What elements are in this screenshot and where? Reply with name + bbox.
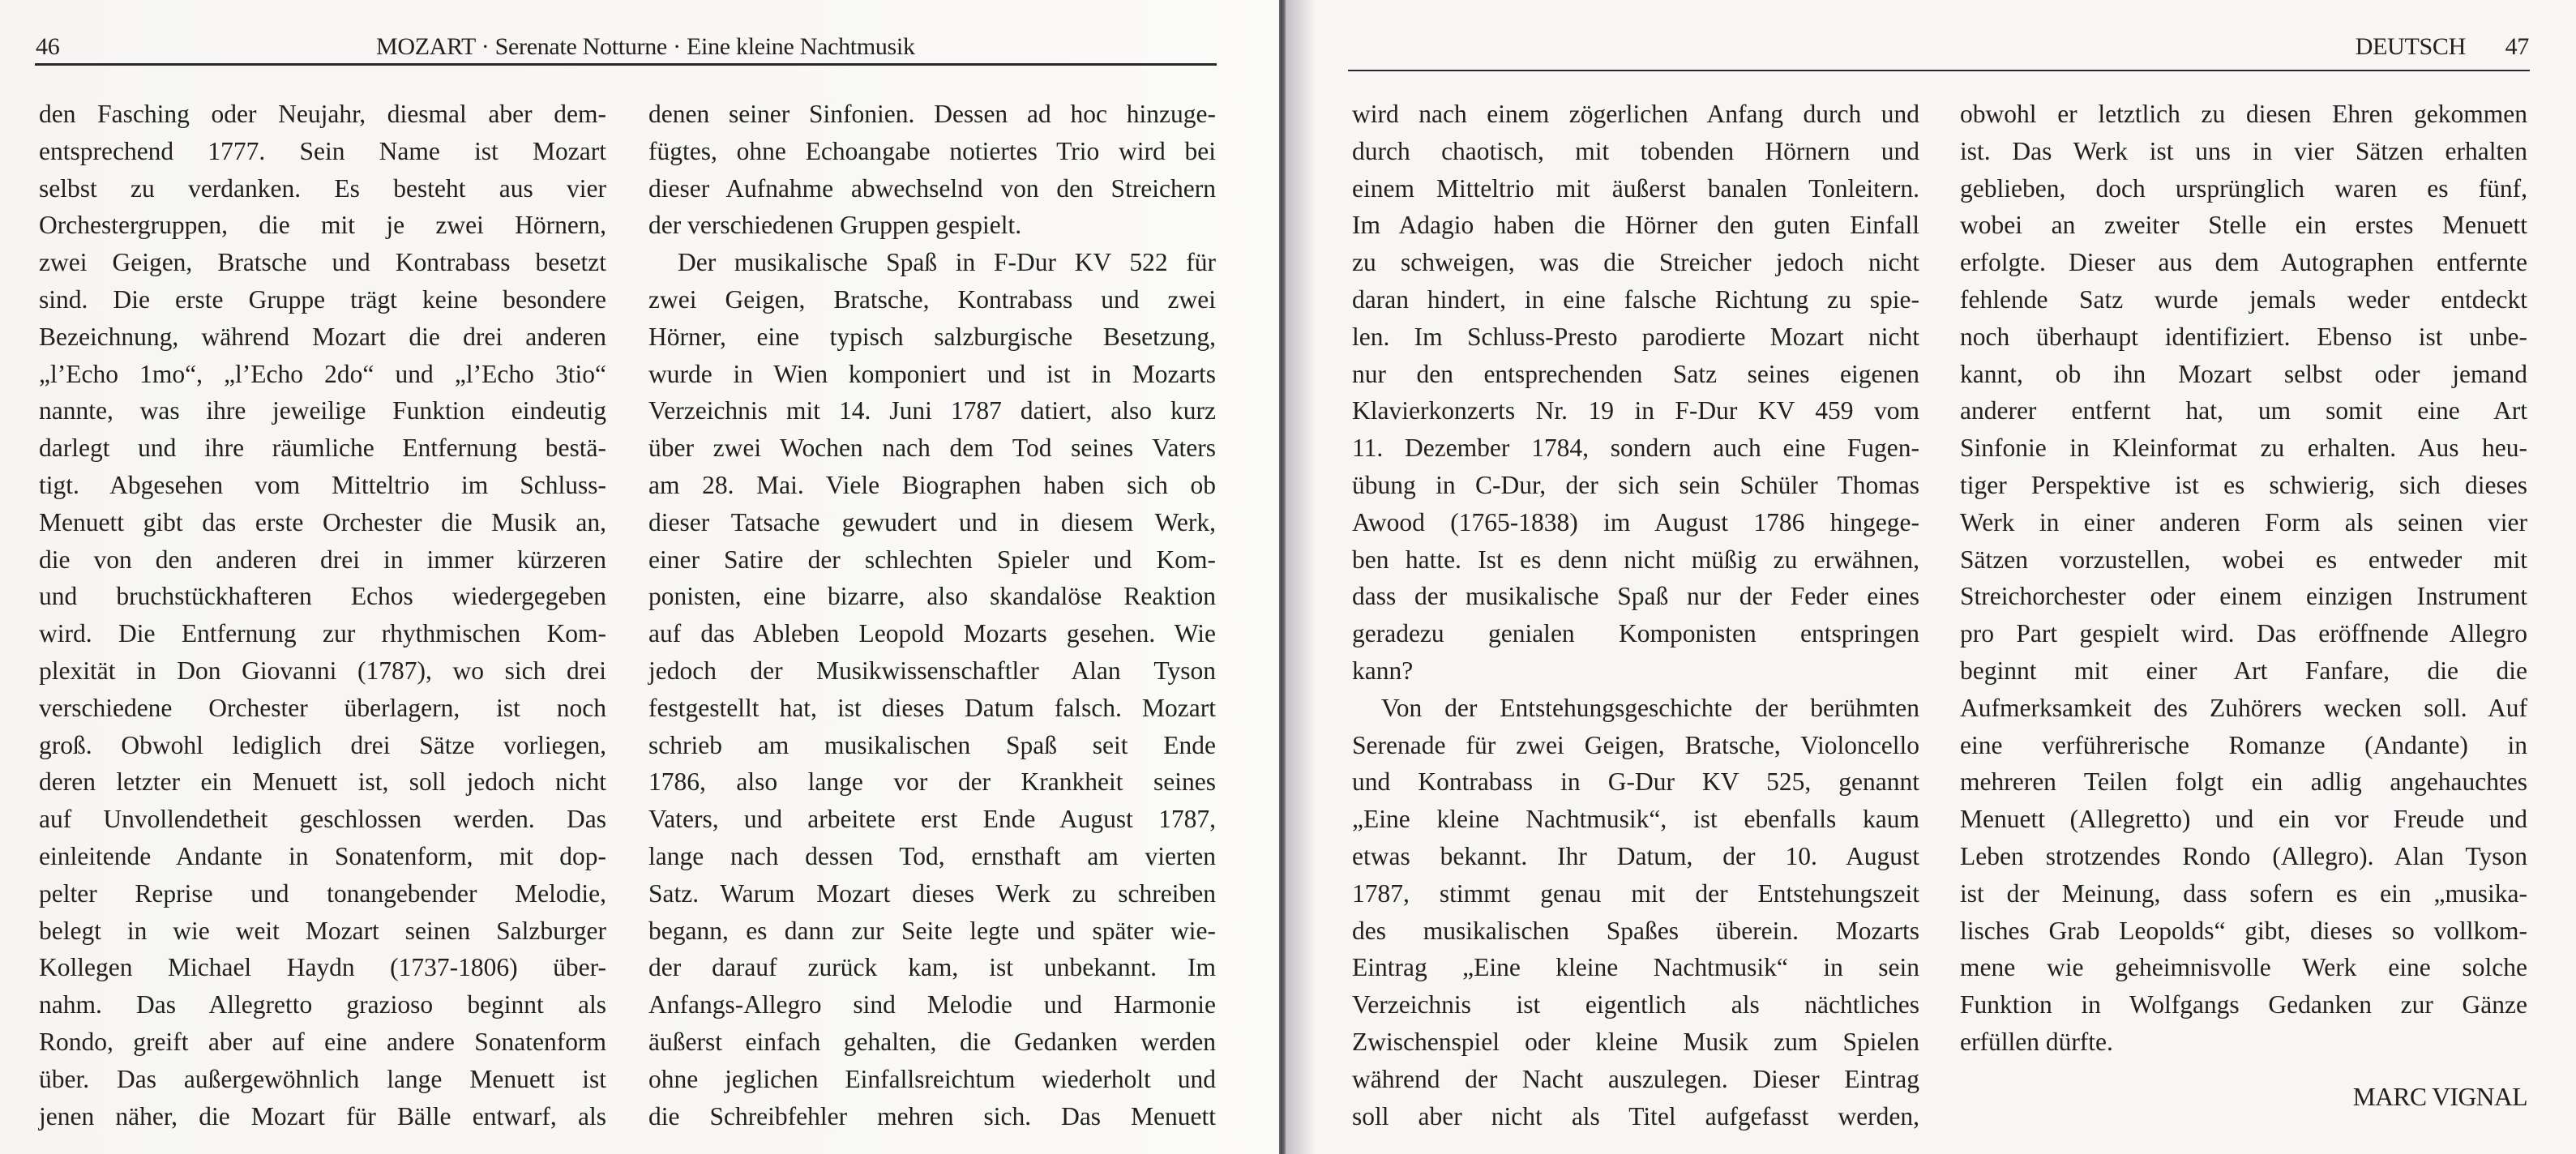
text-line: belegt in wie weit Mozart seinen Salzburger [39, 916, 606, 945]
left-page [0, 0, 1281, 1154]
text-line: pro Part gespielt wird. Das eröffnende Allegro [1960, 619, 2527, 648]
text-line: die Schreibfehler mehren sich. Das Menuett [648, 1101, 1216, 1130]
text-line: etwas bekannt. Ihr Datum, der 10. August [1352, 841, 1919, 870]
text-line: Klavierkonzerts Nr. 19 in F-Dur KV 459 vom [1352, 396, 1919, 425]
text-line: auf Unvollendetheit geschlossen werden. Das [39, 805, 606, 834]
text-line: Funktion in Wolfgangs Gedanken zur Gänze [1960, 990, 2527, 1019]
text-line: den Fasching oder Neujahr, diesmal aber dem- [39, 100, 606, 128]
text-column-2 [648, 96, 1216, 1135]
text-line: jenen näher, die Mozart für Bälle entwarf, als [39, 1101, 606, 1130]
left-page-header [36, 31, 1216, 63]
text-column-3 [1352, 96, 1919, 1135]
text-line: wird nach einem zögerlichen Anfang durch und [1352, 100, 1919, 128]
text-line: ohne jeglichen Einfallsreichtum wiederholt und [648, 1064, 1216, 1093]
text-line: noch überhaupt identifiziert. Ebenso ist unbe- [1960, 322, 2527, 351]
text-line: 1786, also lange vor der Krankheit seines [648, 767, 1216, 797]
text-line: nannte, was ihre jeweilige Funktion eindeutig [39, 396, 606, 425]
text-line: soll aber nicht als Titel aufgefasst werden, [1352, 1101, 1919, 1130]
text-line: lange nach dessen Tod, ernsthaft am vierten [648, 841, 1216, 870]
text-line: kann? [1352, 656, 1414, 685]
text-line: geradezu genialen Komponisten entspringen [1352, 619, 1919, 648]
text-line: auf das Ableben Leopold Mozarts gesehen. Wie [648, 619, 1216, 648]
text-line: darlegt und ihre räumliche Entfernung bestä- [39, 434, 606, 463]
text-line: nahm. Das Allegretto grazioso beginnt als [39, 990, 606, 1019]
text-line: len. Im Schluss-Presto parodierte Mozart nicht [1352, 322, 1919, 351]
text-line: festgestellt hat, ist dieses Datum falsch. Mozart [648, 693, 1216, 722]
text-line: erfolgte. Dieser aus dem Autographen entfernte [1960, 248, 2527, 277]
text-column-1 [39, 96, 606, 1135]
text-line: 11. Dezember 1784, sondern auch eine Fugen- [1352, 434, 1919, 463]
text-line: lisches Grab Leopolds“ gibt, dieses so vollkom- [1960, 916, 2527, 945]
text-line: und bruchstückhafteren Echos wiedergegeben [39, 582, 606, 611]
text-line: plexität in Don Giovanni (1787), wo sich drei [39, 656, 606, 685]
text-line: ist. Das Werk ist uns in vier Sätzen erhalten [1960, 136, 2527, 165]
spine-shadow [1286, 0, 1315, 1154]
text-line: Der musikalische Spaß in F-Dur KV 522 für [678, 248, 1216, 277]
text-line: durch chaotisch, mit tobenden Hörnern und [1352, 136, 1919, 165]
text-line: zwei Geigen, Bratsche und Kontrabass besetzt [39, 248, 606, 277]
text-line: wird. Die Entfernung zur rhythmischen Kom- [39, 619, 606, 648]
text-line: am 28. Mai. Viele Biographen haben sich ob [648, 470, 1216, 499]
text-line: Anfangs-Allegro sind Melodie und Harmonie [648, 990, 1216, 1019]
page-number: 46 [36, 33, 60, 60]
text-line: und Kontrabass in G-Dur KV 525, genannt [1352, 767, 1919, 797]
text-line: denen seiner Sinfonien. Dessen ad hoc hinzuge- [648, 100, 1216, 128]
text-line: erfüllen dürfte. [1960, 1027, 2113, 1056]
running-title: DEUTSCH [2355, 33, 2466, 60]
text-line: entsprechend 1777. Sein Name ist Mozart [39, 136, 606, 165]
text-line: einleitende Andante in Sonatenform, mit dop- [39, 841, 606, 870]
text-line: Rondo, greift aber auf eine andere Sonatenform [39, 1027, 606, 1056]
text-line: sind. Die erste Gruppe trägt keine besondere [39, 284, 606, 314]
book-spine [1279, 0, 1286, 1154]
text-line: Kollegen Michael Haydn (1737-1806) über- [39, 953, 606, 982]
text-line: Vaters, und arbeitete erst Ende August 1787, [648, 805, 1216, 834]
text-line: zwei Geigen, Bratsche, Kontrabass und zwei [648, 284, 1216, 314]
text-line: Hörner, eine typisch salzburgische Besetzung, [648, 322, 1216, 351]
text-line: obwohl er letztlich zu diesen Ehren gekommen [1960, 100, 2527, 128]
text-line: einer Satire der schlechten Spieler und Kom- [648, 545, 1216, 574]
text-line: mehreren Teilen folgt ein adlig angehauchtes [1960, 767, 2527, 797]
text-line: Zwischenspiel oder kleine Musik zum Spielen [1352, 1027, 1919, 1056]
text-line: ben hatte. Ist es denn nicht müßig zu erwähnen, [1352, 545, 1919, 574]
text-line: Aufmerksamkeit des Zuhörers wecken soll. Auf [1960, 693, 2527, 722]
text-line: tiger Perspektive ist es schwierig, sich dieses [1960, 470, 2527, 499]
text-line: Orchestergruppen, die mit je zwei Hörnern, [39, 211, 606, 240]
text-line: Verzeichnis mit 14. Juni 1787 datiert, also kurz [648, 396, 1216, 425]
text-line: der darauf zurück kam, ist unbekannt. Im [648, 953, 1216, 982]
text-line: 1787, stimmt genau mit der Entstehungszeit [1352, 878, 1919, 908]
text-line: über zwei Wochen nach dem Tod seines Vaters [648, 434, 1216, 463]
text-line: anderer entfernt hat, um somit eine Art [1960, 396, 2527, 425]
text-line: Satz. Warum Mozart dieses Werk zu schreiben [648, 878, 1216, 908]
page-number: 47 [2505, 33, 2529, 60]
text-line: fügtes, ohne Echoangabe notiertes Trio wird bei [648, 136, 1216, 165]
text-line: Leben strotzendes Rondo (Allegro). Alan Tyson [1960, 841, 2527, 870]
text-line: beginnt mit einer Art Fanfare, die die [1960, 656, 2527, 685]
text-line: nur den entsprechenden Satz seines eigenen [1352, 359, 1919, 388]
running-title: MOZART · Serenate Notturne · Eine kleine Nachtmusik [376, 33, 915, 60]
text-line: Im Adagio haben die Hörner den guten Einfall [1352, 211, 1919, 240]
text-line: die von den anderen drei in immer kürzeren [39, 545, 606, 574]
header-rule [35, 63, 1217, 66]
text-line: eine verführerische Romanze (Andante) in [1960, 730, 2527, 759]
text-line: wurde in Wien komponiert und ist in Mozarts [648, 359, 1216, 388]
text-line: zu schweigen, was die Streicher jedoch nicht [1352, 248, 1919, 277]
text-line: jedoch der Musikwissenschaftler Alan Tyson [648, 656, 1216, 685]
text-line: Menuett gibt das erste Orchester die Musik an, [39, 507, 606, 536]
text-line: Serenade für zwei Geigen, Bratsche, Violoncello [1352, 730, 1919, 759]
text-line: ist der Meinung, dass sofern es ein „musika- [1960, 878, 2527, 908]
text-line: einem Mitteltrio mit äußerst banalen Tonleitern. [1352, 173, 1919, 203]
text-line: Streichorchester oder einem einzigen Instrument [1960, 582, 2527, 611]
text-line: verschiedene Orchester überlagern, ist noch [39, 693, 606, 722]
text-line: selbst zu verdanken. Es besteht aus vier [39, 173, 606, 203]
text-line: fehlende Satz wurde jemals weder entdeckt [1960, 284, 2527, 314]
right-page-header [1348, 31, 2529, 63]
text-line: dieser Tatsache gewudert und in diesem Werk, [648, 507, 1216, 536]
text-line: deren letzter ein Menuett ist, soll jedoch nicht [39, 767, 606, 797]
text-line: übung in C-Dur, der sich sein Schüler Thomas [1352, 470, 1919, 499]
text-line: Menuett (Allegretto) und ein vor Freude und [1960, 805, 2527, 834]
text-line: Sinfonie in Kleinformat zu erhalten. Aus heu- [1960, 434, 2527, 463]
text-line: Werk in einer anderen Form als seinen vier [1960, 507, 2527, 536]
text-line: ponisten, eine bizarre, also skandalöse Reaktion [648, 582, 1216, 611]
text-line: kannt, ob ihn Mozart selbst oder jemand [1960, 359, 2527, 388]
text-line: Verzeichnis ist eigentlich als nächtliches [1352, 990, 1919, 1019]
text-line: „Eine kleine Nachtmusik“, ist ebenfalls kaum [1352, 805, 1919, 834]
text-line: dieser Aufnahme abwechselnd von den Streichern [648, 173, 1216, 203]
header-rule [1348, 70, 2530, 71]
text-line: „l’Echo 1mo“, „l’Echo 2do“ und „l’Echo 3tio“ [39, 359, 606, 388]
text-line: geblieben, doch ursprünglich waren es fünf, [1960, 173, 2527, 203]
text-line: Sätzen vorzustellen, wobei es entweder mit [1960, 545, 2527, 574]
text-line: während der Nacht auszulegen. Dieser Eintrag [1352, 1064, 1919, 1093]
text-line: mene wie geheimnisvolle Werk eine solche [1960, 953, 2527, 982]
text-line: schrieb am musikalischen Spaß seit Ende [648, 730, 1216, 759]
text-line: begann, es dann zur Seite legte und später wie- [648, 916, 1216, 945]
text-line: über. Das außergewöhnlich lange Menuett ist [39, 1064, 606, 1093]
text-line: daran hindert, in eine falsche Richtung zu spie- [1352, 284, 1919, 314]
text-line: tigt. Abgesehen vom Mitteltrio im Schluss- [39, 470, 606, 499]
text-column-4 [1960, 96, 2527, 1061]
text-line: dass der musikalische Spaß nur der Feder eines [1352, 582, 1919, 611]
text-line: Von der Entstehungsgeschichte der berühmten [1381, 693, 1919, 722]
text-line: groß. Obwohl lediglich drei Sätze vorliegen, [39, 730, 606, 759]
author-signature: MARC VIGNAL [2352, 1083, 2527, 1111]
text-line: Eintrag „Eine kleine Nachtmusik“ in sein [1352, 953, 1919, 982]
text-line: äußerst einfach gehalten, die Gedanken werden [648, 1027, 1216, 1056]
text-line: der verschiedenen Gruppen gespielt. [648, 211, 1022, 240]
text-line: des musikalischen Spaßes überein. Mozarts [1352, 916, 1919, 945]
text-line: pelter Reprise und tonangebender Melodie, [39, 878, 606, 908]
text-line: Bezeichnung, während Mozart die drei anderen [39, 322, 606, 351]
text-line: Awood (1765-1838) im August 1786 hingege- [1352, 507, 1919, 536]
text-line: wobei an zweiter Stelle ein erstes Menuett [1960, 211, 2527, 240]
